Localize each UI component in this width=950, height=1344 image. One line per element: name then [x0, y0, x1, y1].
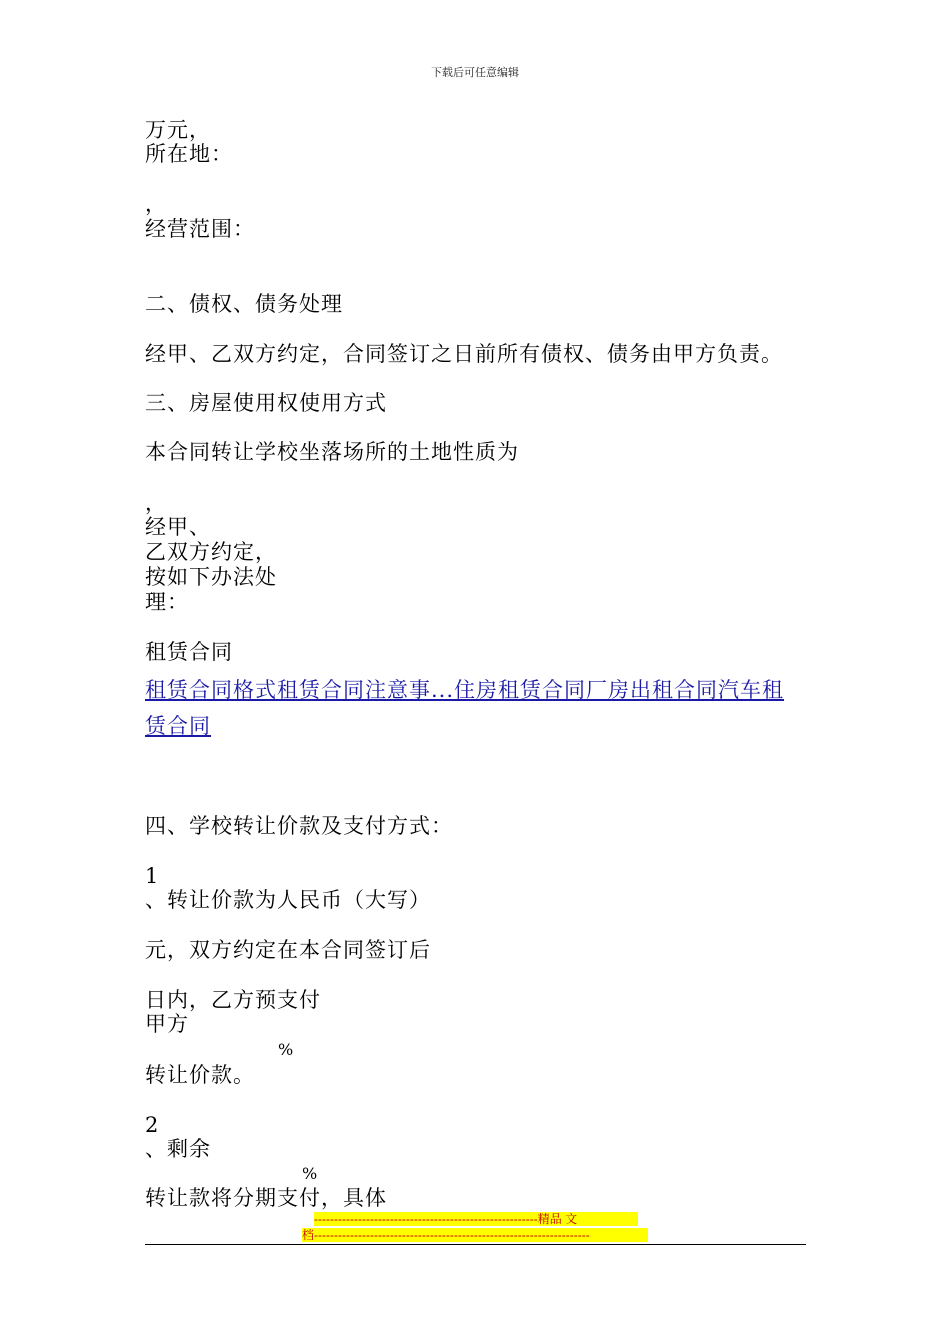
text-line: 经营范围： — [145, 217, 255, 241]
text-line: 经甲、 — [145, 515, 211, 539]
percent-mark: % — [278, 1040, 295, 1059]
section-heading: 三、房屋使用权使用方式 — [145, 391, 387, 415]
text-line: 2 — [145, 1113, 160, 1137]
text-line: 1 — [145, 864, 160, 888]
related-links-line[interactable]: 赁合同 — [145, 714, 211, 738]
section-heading: 四、学校转让价款及支付方式： — [145, 814, 453, 838]
text-line: 万元， — [145, 118, 211, 142]
text-line: 理： — [145, 590, 189, 614]
footer-divider — [145, 1244, 806, 1245]
text-line: 、转让价款为人民币（大写） — [145, 888, 431, 912]
text-line: 乙双方约定， — [145, 540, 277, 564]
text-line: ， — [145, 192, 167, 216]
text-line: 经甲、乙双方约定，合同签订之日前所有债权、债务由甲方负责。 — [145, 342, 783, 366]
footer-watermark-line: --------------------------------------------------------精品 文 — [314, 1212, 638, 1226]
text-line: ， — [145, 491, 167, 515]
text-line: 转让价款。 — [145, 1063, 255, 1087]
footer-watermark-line: 档--------------------------------------------------------------------- — [302, 1228, 648, 1242]
header-note: 下载后可任意编辑 — [431, 66, 519, 79]
text-line: 租赁合同 — [145, 640, 233, 664]
text-line: 元，双方约定在本合同签订后 — [145, 938, 431, 962]
text-line: 本合同转让学校坐落场所的土地性质为 — [145, 440, 519, 464]
section-heading: 二、债权、债务处理 — [145, 292, 343, 316]
text-line: 、剩余 — [145, 1137, 211, 1161]
text-line: 日内，乙方预支付 — [145, 988, 321, 1012]
text-line: 所在地： — [145, 142, 233, 166]
text-line: 甲方 — [145, 1012, 189, 1036]
text-line: 按如下办法处 — [145, 565, 277, 589]
text-line: 转让款将分期支付，具体 — [145, 1186, 387, 1210]
related-links-line[interactable]: 租赁合同格式租赁合同注意事...住房租赁合同厂房出租合同汽车租 — [145, 678, 785, 702]
percent-mark: % — [302, 1164, 319, 1183]
